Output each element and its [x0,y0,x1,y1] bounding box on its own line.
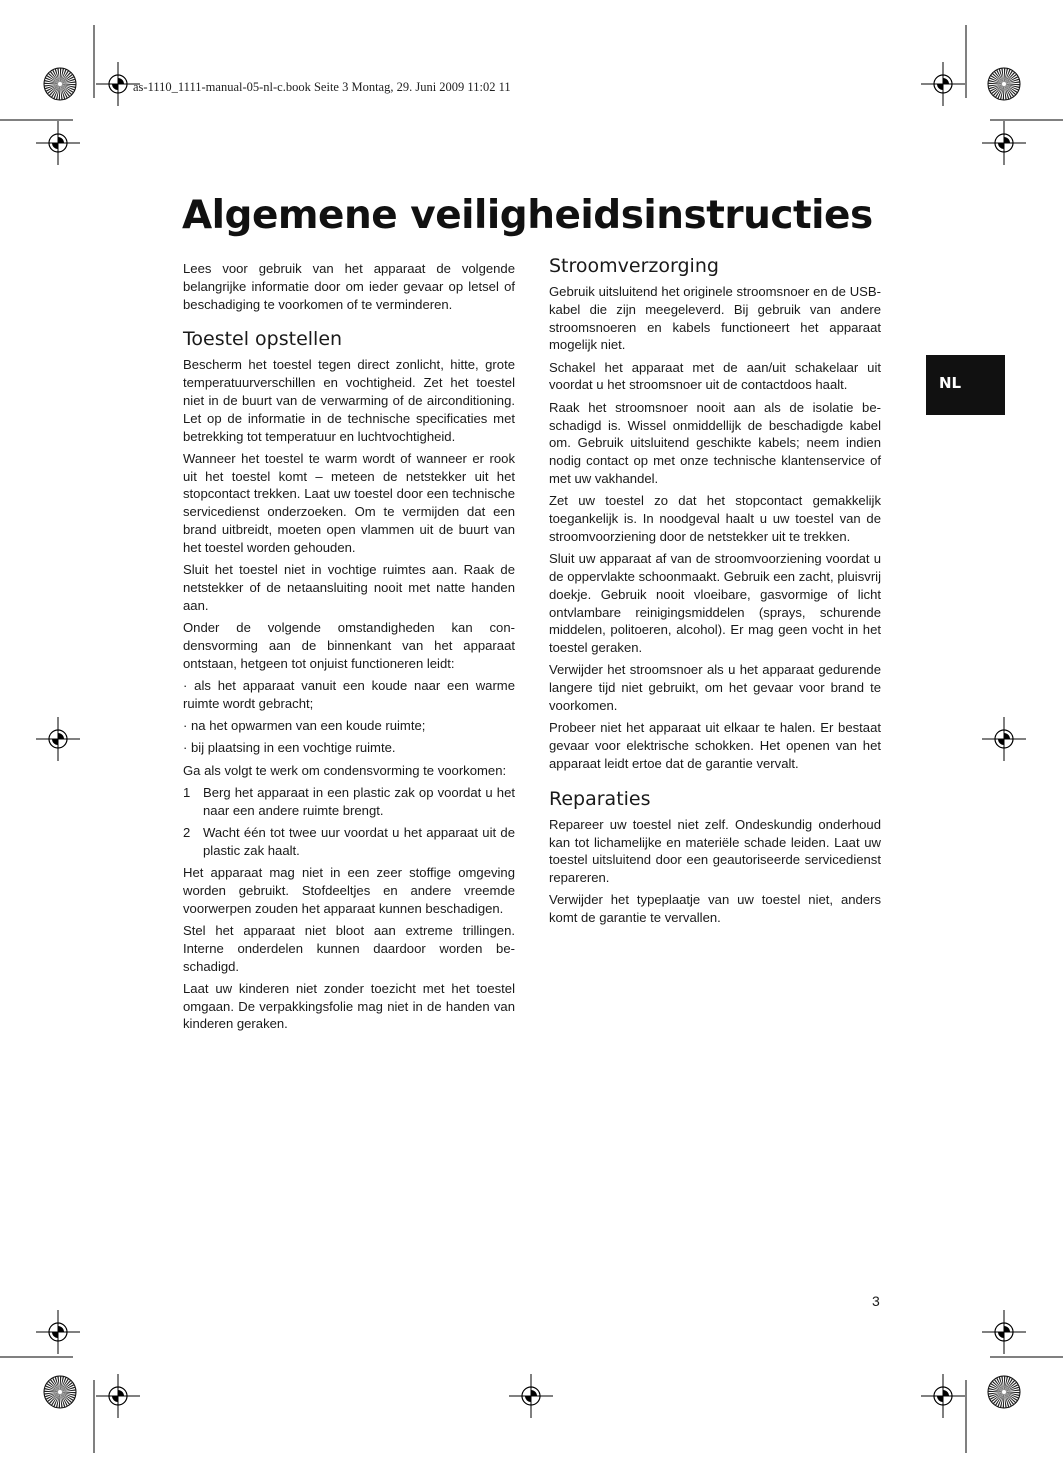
registration-mark [36,717,80,761]
bullet-item: · bij plaatsing in een vochtige ruimte. [183,740,396,756]
step-text: Berg het apparaat in een plastic zak op voordat u het naar een andere ruimte brengt. [203,784,515,818]
bullet-item: · na het opwarmen van een koude ruimte; [183,718,426,734]
paragraph: Stel het apparaat niet bloot aan extreme trillingen. Interne onderdelen kunnen daardoor worden beschadigd. [183,923,515,974]
registration-mark [982,717,1026,761]
paragraph: Verwijder het stroomsnoer als u het apparaat gedurende langere tijd niet gebruikt, om het gevaar voor brand te voorkomen. [549,662,881,714]
paragraph: Het apparaat mag niet in een zeer stoffige omgeving worden gebruikt. Stofdeeltjes en andere vreemde voorwerpen zouden het apparaat kunnen beschadigen. [183,865,515,916]
crop-lines [0,25,1063,1453]
paragraph: Laat uw kinderen niet zonder toezicht met het toestel omgaan. De verpakkingsfolie mag niet in de handen van kinderen geraken. [183,980,515,1032]
paragraph: Bescherm het toestel tegen direct zonlicht, hitte, grote temperatuurverschillen en vochtigheid. Zet het toestel niet in de buurt van de verwarming of de airconditioning. Let op de informatie in de technische specificaties met betrekking tot temperatuur en luchtvochtigheid. [183,357,515,444]
paragraph: Sluit uw apparaat af van de stroomvoorziening voordat u de oppervlakte schoonmaakt. Gebruik een zacht, pluisvrij doekje. Gebruik nooit vloeibare, gasvormige of licht ontvlambare reinigingsmiddelen (sprays, schurende middelen, politoeren, alcohol). Er mag geen vocht in het toestel geraken. [549,551,881,656]
registration-mark [96,1374,140,1418]
paragraph: Schakel het apparaat met de aan/uit schakelaar uit voordat u het stroomsnoer uit de contactdoos haalt. [549,359,881,393]
color-star-mark [988,1376,1020,1408]
paragraph: Sluit het toestel niet in vochtige ruimtes aan. Raak de netstekker of de netaansluiting nooit met natte handen aan. [183,562,515,613]
intro-paragraph: Lees voor gebruik van het apparaat de volgende belangrijke informatie door om ieder gevaar op letsel of beschadiging te voorkomen of te verminderen. [183,261,515,312]
paragraph: Verwijder het typeplaatje van uw toestel niet, anders komt de garantie te vervallen. [549,892,881,926]
color-star-mark [44,1376,76,1408]
bullet-item: · als het apparaat vanuit een koude naar een warme ruimte wordt gebracht; [183,677,515,711]
step-text: Wacht één tot twee uur voordat u het apparaat uit de plastic zak haalt. [203,825,515,858]
paragraph: Probeer niet het apparaat uit elkaar te halen. Er bestaat gevaar voor elektrische schokken. Het openen van het apparaat leidt ertoe dat de garantie vervalt. [549,720,881,771]
left-column [183,260,515,1038]
registration-mark [509,1374,553,1418]
registration-mark [36,121,80,165]
paragraph: Gebruik uitsluitend het originele stroomsnoer en de USB-kabel die zijn meegeleverd. Bij gebruik van andere stroomsnoeren en kabels functioneert het apparaat mogelijk niet. [549,284,881,353]
step-item [183,824,515,860]
registration-mark [36,1310,80,1354]
step-number: 2 [183,825,191,841]
step-number: 1 [183,784,191,800]
paragraph: Wanneer het toestel te warm wordt of wanneer er rook uit het toestel komt – meteen de netstekker uit het stopcontact trekken. Laat uw toestel door een technische servicedienst onderzoeken. Om te vermijden dat een brand uitbreidt, moeten open vlammen uit de buurt van het toestel worden gehouden. [183,450,515,555]
paragraph: Repareer uw toestel niet zelf. Ondeskundig onderhoud kan tot lichamelijke en materiële schade leiden. Laat uw toestel uitsluitend door een geautoriseerde servicedienst repareren. [549,816,881,886]
color-star-mark [44,68,76,100]
color-star-mark [988,68,1020,100]
section-heading-setup: Toestel opstellen [183,328,343,351]
step-item [183,784,515,820]
registration-mark [921,1374,965,1418]
paragraph: Onder de volgende omstandigheden kan condensvorming aan de binnenkant van het apparaat ontstaan, hetgeen tot onjuist functioneren leidt: [183,620,515,671]
section-heading-power: Stroomverzorging [549,255,719,277]
page-title: Algemene veiligheidsinstructies [182,193,873,238]
section-heading-repairs: Reparaties [549,787,651,810]
registration-mark [982,121,1026,165]
paragraph: Raak het stroomsnoer nooit aan als de isolatie beschadigd is. Wissel onmiddellijk de beschadigde kabel om. Gebruik uitsluitend geschikte kabels; neem indien nodig contact op met onze technische klantenservice of met uw vakhandel. [549,399,881,486]
registration-mark [921,62,965,106]
page-number: 3 [872,1293,880,1309]
right-column [549,253,881,932]
registration-mark [982,1310,1026,1354]
paragraph: Zet uw toestel zo dat het stopcontact gemakkelijk toegankelijk is. In noodgeval haalt u uw toestel van de stroomvoorziening door de netstekker uit te trekken. [549,493,881,544]
language-tab: NL [926,355,1005,415]
steps-intro: Ga als volgt te werk om condensvorming te voorkomen: [183,762,507,778]
slug-line: as-1110_1111-manual-05-nl-c.book Seite 3 Montag, 29. Juni 2009 11:02 11 [133,80,511,94]
